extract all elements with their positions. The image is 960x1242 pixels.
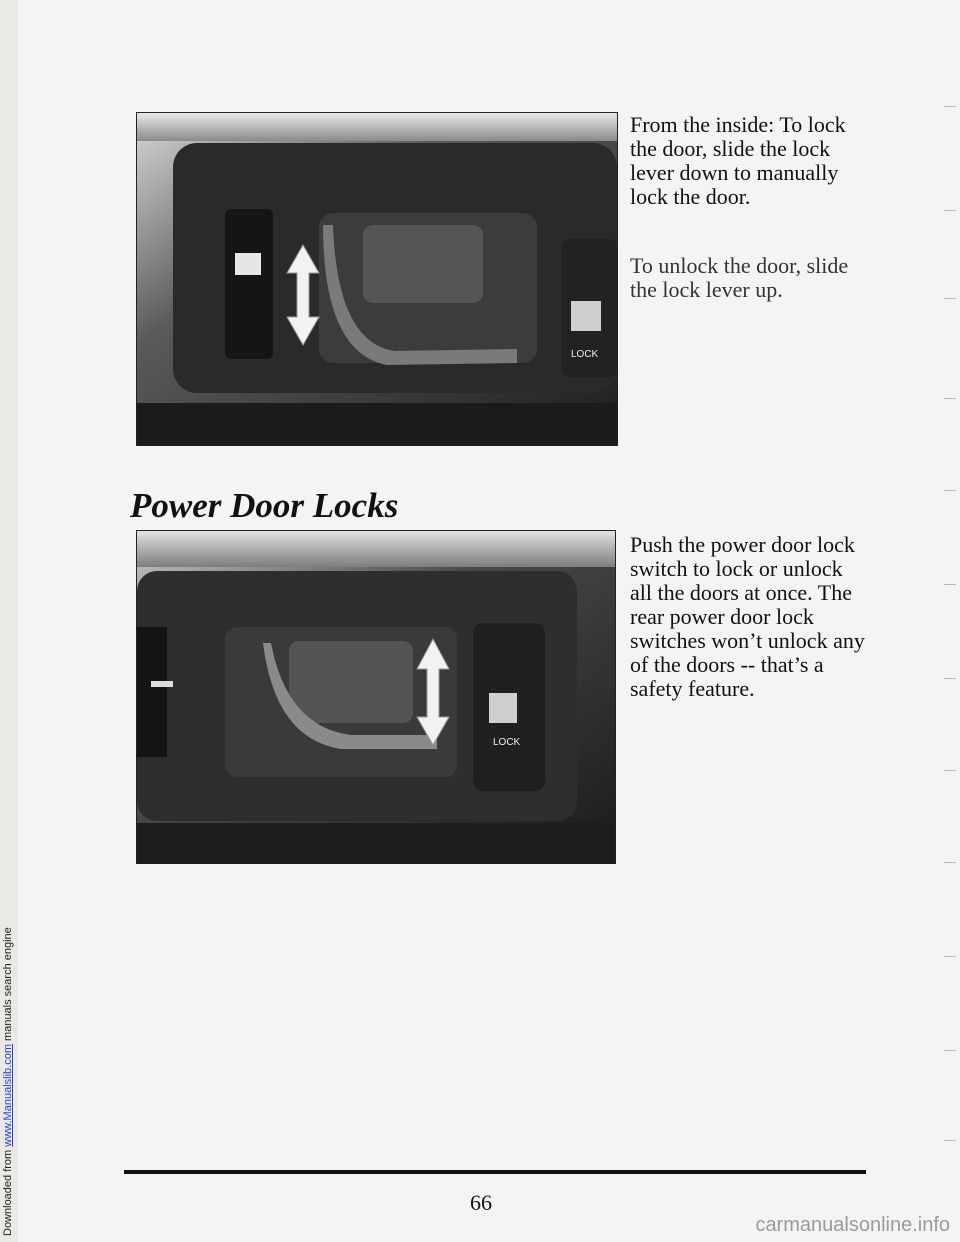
lock-switch-label: LOCK [571, 349, 599, 360]
edge-tick [944, 210, 956, 211]
download-prefix: Downloaded from [2, 1146, 14, 1236]
door-lock-lever-photo [136, 112, 618, 446]
manualslib-link[interactable]: www.Manualslib.com [2, 1044, 14, 1147]
inside-unlock-paragraph: To unlock the door, slide the lock lever up. [630, 253, 849, 302]
edge-tick [944, 770, 956, 771]
edge-tick [944, 298, 956, 299]
edge-tick [944, 584, 956, 585]
edge-tick [944, 106, 956, 107]
edge-tick [944, 956, 956, 957]
inside-lock-paragraph: From the inside: To lock the door, slide the lock lever down to manually lock the door. [630, 112, 846, 209]
edge-tick [944, 678, 956, 679]
download-suffix: manuals search engine [2, 927, 14, 1045]
edge-tick [944, 862, 956, 863]
page-number: 66 [470, 1190, 492, 1215]
download-source-label [2, 927, 14, 1236]
watermark: carmanualsonline.info [755, 1214, 950, 1236]
footer-rule [124, 1170, 866, 1174]
power-switch-paragraph: Push the power door lock switch to lock or unlock all the doors at once. The rear power door lock switches won’t unlock any of the doors -- that’s a safety feature. [630, 532, 865, 701]
edge-tick [944, 1140, 956, 1141]
edge-tick [944, 1050, 956, 1051]
section-heading: Power Door Locks [130, 486, 399, 525]
edge-tick [944, 398, 956, 399]
power-lock-switch-photo [136, 530, 616, 864]
edge-tick [944, 490, 956, 491]
power-lock-switch-label: LOCK [493, 737, 521, 748]
